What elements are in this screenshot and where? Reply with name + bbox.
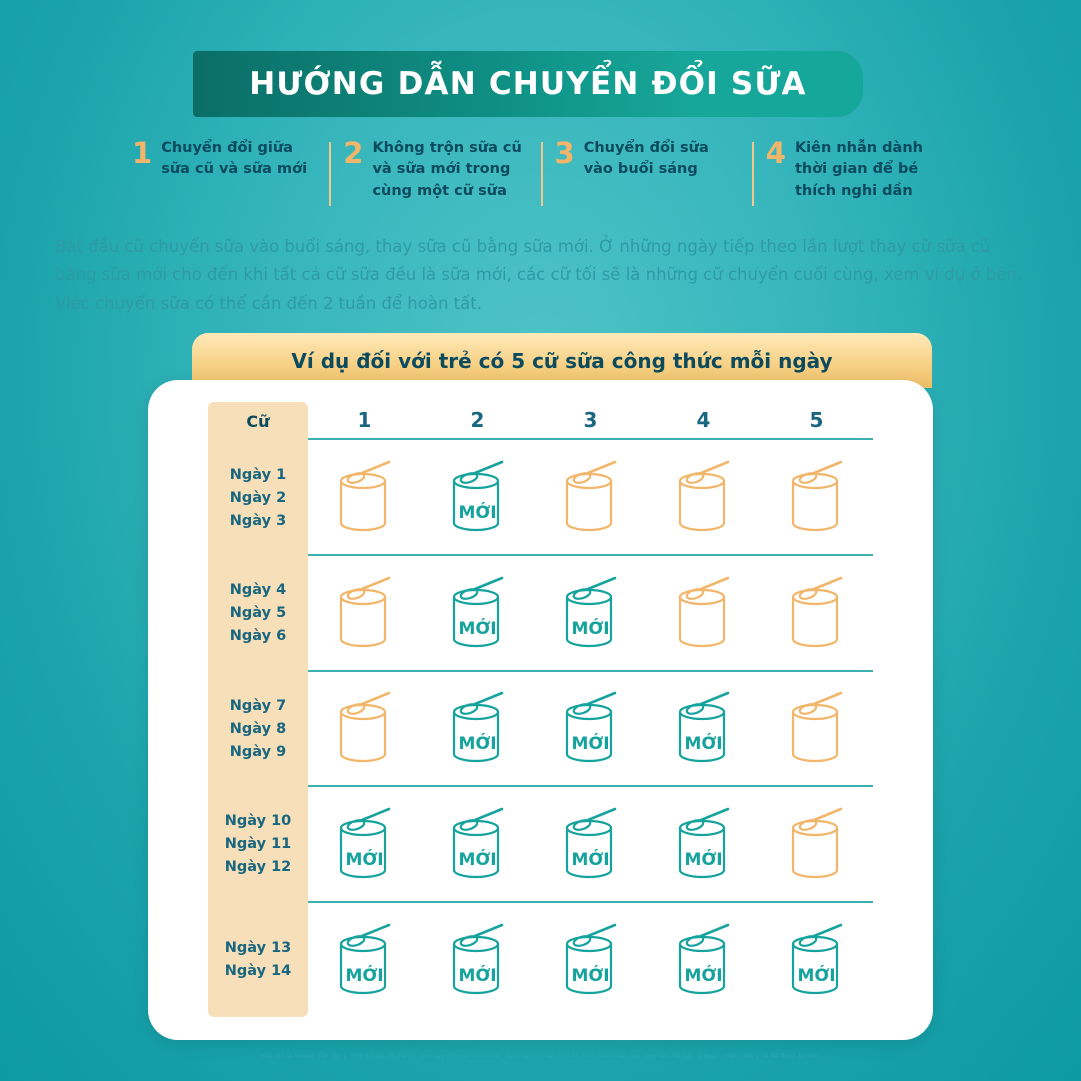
- schedule-cell-4-1: [308, 806, 421, 882]
- schedule-cell-3-4: [647, 690, 760, 766]
- step-number: 1: [132, 136, 153, 170]
- table-corner-cell: [208, 402, 308, 440]
- new-milk-label: MỚI: [571, 850, 610, 871]
- step-number: 3: [554, 136, 575, 170]
- fineprint-note: Hãy chỉ là hướng dẫn gợi ý, một số trẻ có thể có nhu cầu chuyển sữa khác. Nếu bạn có bất kì thắc mắc nào khác, vui lòng liên hệ bác sĩ hoặc nhân viên y tế để được tư vấn.: [259, 1052, 822, 1060]
- schedule-cell-2-3: [534, 575, 647, 651]
- milk-can-new-icon: [329, 922, 401, 998]
- day-label: Ngày 10: [224, 812, 292, 829]
- step-item-3: [541, 138, 752, 181]
- step-number: 4: [765, 136, 786, 170]
- new-milk-label: MỚI: [571, 734, 610, 755]
- day-label: Ngày 4: [229, 582, 287, 599]
- day-group: [208, 902, 308, 1017]
- new-milk-label: MỚI: [458, 734, 497, 755]
- milk-can-old-icon: [781, 459, 853, 535]
- step-item-2: [329, 138, 540, 202]
- day-group: [208, 786, 308, 901]
- milk-can-new-icon: [442, 922, 514, 998]
- day-label: Ngày 13: [224, 939, 292, 956]
- table-body: [208, 440, 873, 1017]
- day-label: Ngày 12: [224, 858, 292, 875]
- schedule-cell-2-2: [421, 575, 534, 651]
- schedule-rows: [308, 440, 873, 1017]
- schedule-table: [208, 402, 873, 1017]
- schedule-cell-1-5: [760, 459, 873, 535]
- day-labels-column: [208, 440, 308, 1017]
- corner-label: Cữ: [246, 411, 270, 431]
- day-group: [208, 440, 308, 555]
- schedule-cell-2-5: [760, 575, 873, 651]
- step-label: Chuyển đổi sữa vào buổi sáng: [583, 140, 709, 178]
- schedule-cell-3-3: [534, 690, 647, 766]
- schedule-cell-4-5: [760, 806, 873, 882]
- milk-can-new-icon: [668, 806, 740, 882]
- milk-can-old-icon: [668, 459, 740, 535]
- column-header-1: 1: [357, 408, 372, 432]
- new-milk-label: MỚI: [458, 850, 497, 871]
- new-milk-label: MỚI: [684, 850, 723, 871]
- step-label: Không trộn sữa cũ và sữa mới trong cùng một cữ sữa: [372, 140, 522, 199]
- new-milk-label: MỚI: [571, 618, 610, 639]
- milk-can-new-icon: [442, 690, 514, 766]
- table-header-row: [208, 402, 873, 440]
- schedule-cell-4-2: [421, 806, 534, 882]
- column-header-3: 3: [583, 408, 598, 432]
- milk-can-old-icon: [668, 575, 740, 651]
- intro-paragraph: Bắt đầu cũ chuyển sữa vào buổi sáng, thay sữa cũ bằng sữa mới. Ở những ngày tiếp theo lần lượt thay cữ sữa cũ bằng sữa mới cho đến khi tất cả cữ sữa đều là sữa mới, các cữ tối sẽ là những cữ chuyển cuối cùng, xem ví dụ ở bên. Việc chuyển sữa có thể cần đến 2 tuần để hoàn tất.: [55, 237, 1023, 313]
- steps-list: [118, 138, 963, 202]
- step-item-4: [752, 138, 963, 202]
- table-row: [308, 556, 873, 672]
- day-label: Ngày 14: [224, 962, 292, 979]
- milk-can-new-icon: [668, 922, 740, 998]
- step-label: Kiên nhẫn dành thời gian để bé thích nghi dần: [794, 140, 923, 199]
- schedule-cell-4-4: [647, 806, 760, 882]
- day-label: Ngày 6: [229, 628, 287, 645]
- schedule-cell-1-2: [421, 459, 534, 535]
- new-milk-label: MỚI: [684, 966, 723, 987]
- schedule-cell-3-5: [760, 690, 873, 766]
- day-label: Ngày 1: [229, 466, 287, 483]
- schedule-cell-5-1: [308, 922, 421, 998]
- day-group: [208, 555, 308, 670]
- milk-can-new-icon: [555, 575, 627, 651]
- schedule-cell-3-1: [308, 690, 421, 766]
- new-milk-label: MỚI: [345, 850, 384, 871]
- column-header-5: 5: [809, 408, 824, 432]
- page-title: HƯỚNG DẪN CHUYỂN ĐỔI SỮA: [249, 66, 807, 102]
- schedule-cell-5-4: [647, 922, 760, 998]
- schedule-cell-3-2: [421, 690, 534, 766]
- column-headers: [308, 402, 873, 440]
- new-milk-label: MỚI: [458, 966, 497, 987]
- milk-can-old-icon: [329, 575, 401, 651]
- milk-can-new-icon: [555, 690, 627, 766]
- schedule-cell-5-5: [760, 922, 873, 998]
- table-row: [308, 672, 873, 788]
- milk-can-new-icon: [329, 806, 401, 882]
- milk-can-new-icon: [555, 806, 627, 882]
- day-label: Ngày 11: [224, 835, 292, 852]
- schedule-cell-2-1: [308, 575, 421, 651]
- day-label: Ngày 5: [229, 605, 287, 622]
- milk-can-old-icon: [329, 690, 401, 766]
- milk-can-old-icon: [555, 459, 627, 535]
- schedule-cell-4-3: [534, 806, 647, 882]
- new-milk-label: MỚI: [684, 734, 723, 755]
- milk-can-new-icon: [442, 459, 514, 535]
- step-label: Chuyển đổi giữa sữa cũ và sữa mới: [161, 140, 308, 178]
- new-milk-label: MỚI: [797, 966, 836, 987]
- new-milk-label: MỚI: [458, 618, 497, 639]
- day-group: [208, 671, 308, 786]
- schedule-cell-1-1: [308, 459, 421, 535]
- schedule-card: [148, 380, 933, 1040]
- schedule-cell-1-3: [534, 459, 647, 535]
- milk-can-new-icon: [781, 922, 853, 998]
- day-label: Ngày 8: [229, 720, 287, 737]
- milk-can-old-icon: [781, 690, 853, 766]
- page-title-banner: [193, 51, 863, 117]
- step-item-1: [118, 138, 329, 181]
- milk-can-new-icon: [555, 922, 627, 998]
- step-number: 2: [343, 136, 364, 170]
- schedule-cell-5-2: [421, 922, 534, 998]
- day-label: Ngày 2: [229, 489, 287, 506]
- table-row: [308, 787, 873, 903]
- column-header-2: 2: [470, 408, 485, 432]
- example-header-label: Ví dụ đối với trẻ có 5 cữ sữa công thức mỗi ngày: [291, 348, 833, 373]
- day-label: Ngày 3: [229, 512, 287, 529]
- table-row: [308, 903, 873, 1017]
- table-row: [308, 440, 873, 556]
- new-milk-label: MỚI: [345, 966, 384, 987]
- day-label: Ngày 7: [229, 697, 287, 714]
- milk-can-old-icon: [781, 806, 853, 882]
- schedule-cell-5-3: [534, 922, 647, 998]
- milk-can-old-icon: [329, 459, 401, 535]
- milk-can-new-icon: [668, 690, 740, 766]
- milk-can-old-icon: [781, 575, 853, 651]
- schedule-cell-2-4: [647, 575, 760, 651]
- new-milk-label: MỚI: [571, 966, 610, 987]
- new-milk-label: MỚI: [458, 502, 497, 523]
- column-header-4: 4: [696, 408, 711, 432]
- day-label: Ngày 9: [229, 743, 287, 760]
- schedule-cell-1-4: [647, 459, 760, 535]
- milk-can-new-icon: [442, 806, 514, 882]
- milk-can-new-icon: [442, 575, 514, 651]
